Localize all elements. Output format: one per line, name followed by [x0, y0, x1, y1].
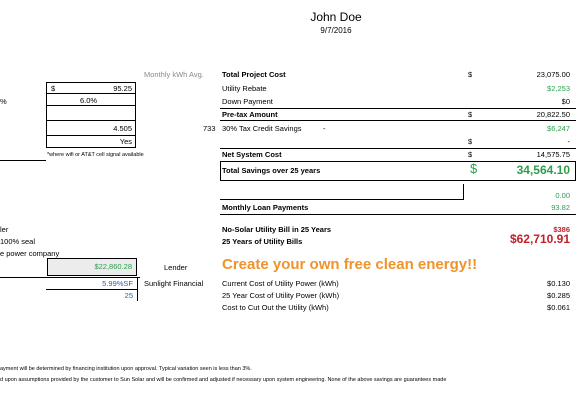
left-cut-line-3: e power company	[0, 249, 60, 258]
summary-value-7: 34,564.10	[516, 163, 570, 177]
loan-amount: $22,860.28	[94, 262, 132, 271]
system-size-kwh: 733	[203, 124, 216, 133]
no-solar-label: No-Solar Utility Bill in 25 Years	[222, 225, 332, 234]
summary-symbol-7: $	[470, 161, 478, 176]
system-size-value: 4.505	[113, 124, 132, 133]
loan-label: Monthly Loan Payments	[222, 203, 309, 212]
summary-label-2: Down Payment	[222, 97, 273, 106]
utility-bills-label: 25 Years of Utility Bills	[222, 237, 303, 246]
left-cut-line-1: ler	[0, 225, 9, 234]
monthly-currency-symbol: $	[51, 84, 56, 93]
summary-symbol-0: $	[468, 70, 473, 79]
percent-value: 6.0%	[80, 96, 98, 105]
summary-value-0: 23,075.00	[536, 70, 570, 79]
footer-line-2: d upon assumptions provided by the customer to Sun Solar and will be confirmed and adjusted if necessary upon system engineering. None of the above savings are guarantees made	[0, 377, 447, 383]
summary-value-6: 14,575.75	[536, 150, 570, 159]
cost-value-0: $0.130	[547, 279, 570, 288]
summary-symbol-5: $	[468, 137, 473, 146]
percent-label: %	[0, 97, 7, 106]
summary-label-6: Net System Cost	[222, 150, 282, 159]
cost-label-0: Current Cost of Utility Power (kWh)	[222, 279, 339, 288]
summary-value-5: -	[567, 137, 570, 146]
loan-term: 25	[124, 291, 133, 300]
summary-dash-4: -	[323, 124, 326, 133]
loan-rate: 5.99%SF	[102, 279, 133, 288]
summary-label-1: Utility Rebate	[222, 84, 267, 93]
utility-bills-value: $62,710.91	[509, 232, 570, 246]
monthly-kwh-label: Monthly kWh Avg.	[144, 70, 204, 79]
summary-value-3: 20,822.50	[536, 110, 570, 119]
lender-name: Sunlight Financial	[144, 279, 204, 288]
cost-label-2: Cost to Cut Out the Utility (kWh)	[222, 303, 329, 312]
monitoring-value: Yes	[119, 137, 132, 146]
no-solar-value: $386	[553, 225, 570, 234]
summary-symbol-3: $	[468, 110, 473, 119]
cost-label-1: 25 Year Cost of Utility Power (kWh)	[222, 291, 340, 300]
summary-label-0: Total Project Cost	[222, 70, 286, 79]
loan-value-top: 0.00	[555, 191, 570, 200]
summary-label-4: 30% Tax Credit Savings	[222, 124, 302, 133]
cost-value-2: $0.061	[547, 303, 570, 312]
summary-value-4: $6,247	[547, 124, 570, 133]
proposal-date: 9/7/2016	[320, 26, 352, 35]
lender-label: Lender	[164, 263, 188, 272]
summary-label-3: Pre-tax Amount	[222, 110, 278, 119]
cost-value-1: $0.285	[547, 291, 570, 300]
summary-label-7: Total Savings over 25 years	[222, 166, 321, 175]
loan-value: 93.82	[551, 203, 570, 212]
customer-name: John Doe	[310, 10, 362, 24]
summary-symbol-6: $	[468, 150, 473, 159]
left-cut-line-2: 100% seal	[0, 237, 36, 246]
monthly-value: 95.25	[113, 84, 132, 93]
footer-line-1: ayment will be determined by financing institution upon approval. Typical variation seen is less than 3%.	[0, 366, 252, 372]
summary-value-2: $0	[561, 97, 570, 106]
wifi-footnote: *where wifi or AT&T cell signal available	[47, 152, 144, 158]
slogan: Create your own free clean energy!!	[222, 256, 478, 273]
summary-value-1: $2,253	[547, 84, 570, 93]
